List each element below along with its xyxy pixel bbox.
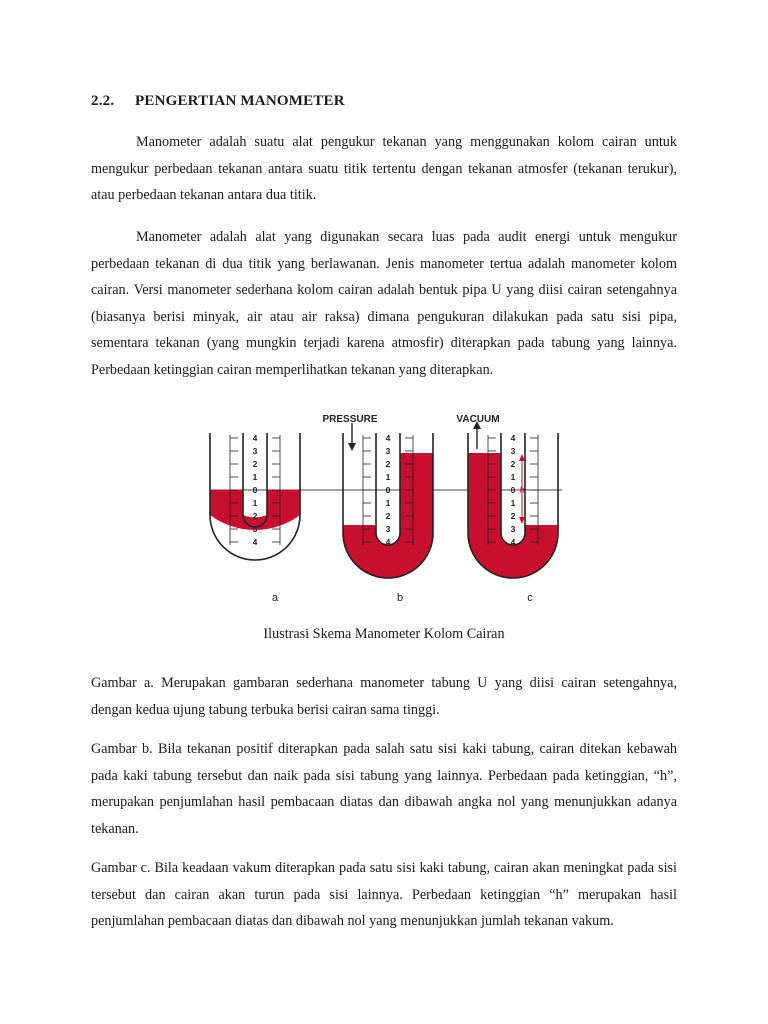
scale-number: 2 [385, 511, 391, 521]
scale-number: 1 [510, 472, 516, 482]
h-label-c: h [519, 485, 525, 495]
scale-number: 1 [385, 472, 391, 482]
pressure-label: PRESSURE [322, 414, 378, 425]
scale-number: 1 [385, 498, 391, 508]
h-label-b: h [400, 485, 406, 495]
scale-number: 2 [252, 459, 258, 469]
sublabel-a: a [271, 592, 279, 604]
manometer-figure [200, 405, 570, 605]
paragraph-figure-b: Gambar b. Bila tekanan positif diterapkan pada salah satu sisi kaki tabung, cairan ditekan kebawah pada kaki tabung tersebut dan naik pada sisi tabung yang lainnya. Perbedaan pada ketinggian, “h”, merupakan penjumlahan hasil pembacaan diatas dan dibawah angka nol yang menunjukkan adanya tekanan. [91, 741, 677, 837]
scale-number: 0 [252, 485, 258, 495]
scale-number: 0 [510, 485, 516, 495]
section-title: PENGERTIAN MANOMETER [135, 93, 345, 109]
scale-number: 4 [385, 433, 391, 443]
scale-number: 4 [252, 537, 258, 547]
scale-number: 4 [385, 537, 391, 547]
scale-number: 1 [510, 498, 516, 508]
scale-number: 3 [510, 524, 516, 534]
scale-number: 2 [510, 511, 516, 521]
scale-number: 3 [510, 446, 516, 456]
scale-number: 1 [252, 498, 258, 508]
scale-number: 2 [510, 459, 516, 469]
scale-number: 4 [510, 537, 516, 547]
paragraph-figure-a: Gambar a. Merupakan gambaran sederhana manometer tabung U yang diisi cairan setengahnya, dengan kedua ujung tabung terbuka berisi cairan sama tinggi. [91, 675, 677, 718]
scale-number: 4 [252, 433, 258, 443]
scale-number: 4 [510, 433, 516, 443]
scale-number: 3 [252, 524, 258, 534]
paragraph-figure-c: Gambar c. Bila keadaan vakum diterapkan pada satu sisi kaki tabung, cairan akan meningkat pada sisi tersebut dan cairan akan turun pada sisi lainnya. Perbedaan ketinggian “h” merupakan hasil penjumlahan pembacaan diatas dan dibawah nol yang menunjukkan jumlah tekanan vakum. [91, 860, 677, 930]
scale-number: 3 [252, 446, 258, 456]
scale-number: 1 [252, 472, 258, 482]
vacuum-label: VACUUM [456, 414, 500, 425]
scale-number: 2 [385, 459, 391, 469]
paragraph-definition: Manometer adalah suatu alat pengukur tekanan yang menggunakan kolom cairan untuk mengukur perbedaan tekanan antara suatu titik tertentu dengan tekanan atmosfer (tekanan terukur), atau perbedaan tekanan antara dua titik. [91, 134, 677, 204]
figure-caption: Ilustrasi Skema Manometer Kolom Cairan [263, 626, 505, 642]
sublabel-c: c [527, 592, 533, 604]
scale-number: 0 [385, 485, 391, 495]
paragraph-usage: Manometer adalah alat yang digunakan secara luas pada audit energi untuk mengukur perbedaan tekanan di dua titik yang berlawanan. Jenis manometer tertua adalah manometer kolom cairan. Versi manometer sederhana kolom cairan adalah bentuk pipa U yang diisi cairan setengahnya (biasanya berisi minyak, air atau air raksa) dimana pengukuran dilakukan pada satu sisi pipa, sementara tekanan (yang mungkin terjadi karena atmosfir) diterapkan pada tabung yang lainnya. Perbedaan ketinggian cairan memperlihatkan tekanan yang diterapkan. [91, 229, 677, 378]
scale-number: 2 [252, 511, 258, 521]
section-number: 2.2. [91, 93, 115, 109]
scale-number: 3 [385, 524, 391, 534]
scale-number: 3 [385, 446, 391, 456]
section-heading [91, 93, 345, 110]
sublabel-b: b [396, 592, 404, 604]
